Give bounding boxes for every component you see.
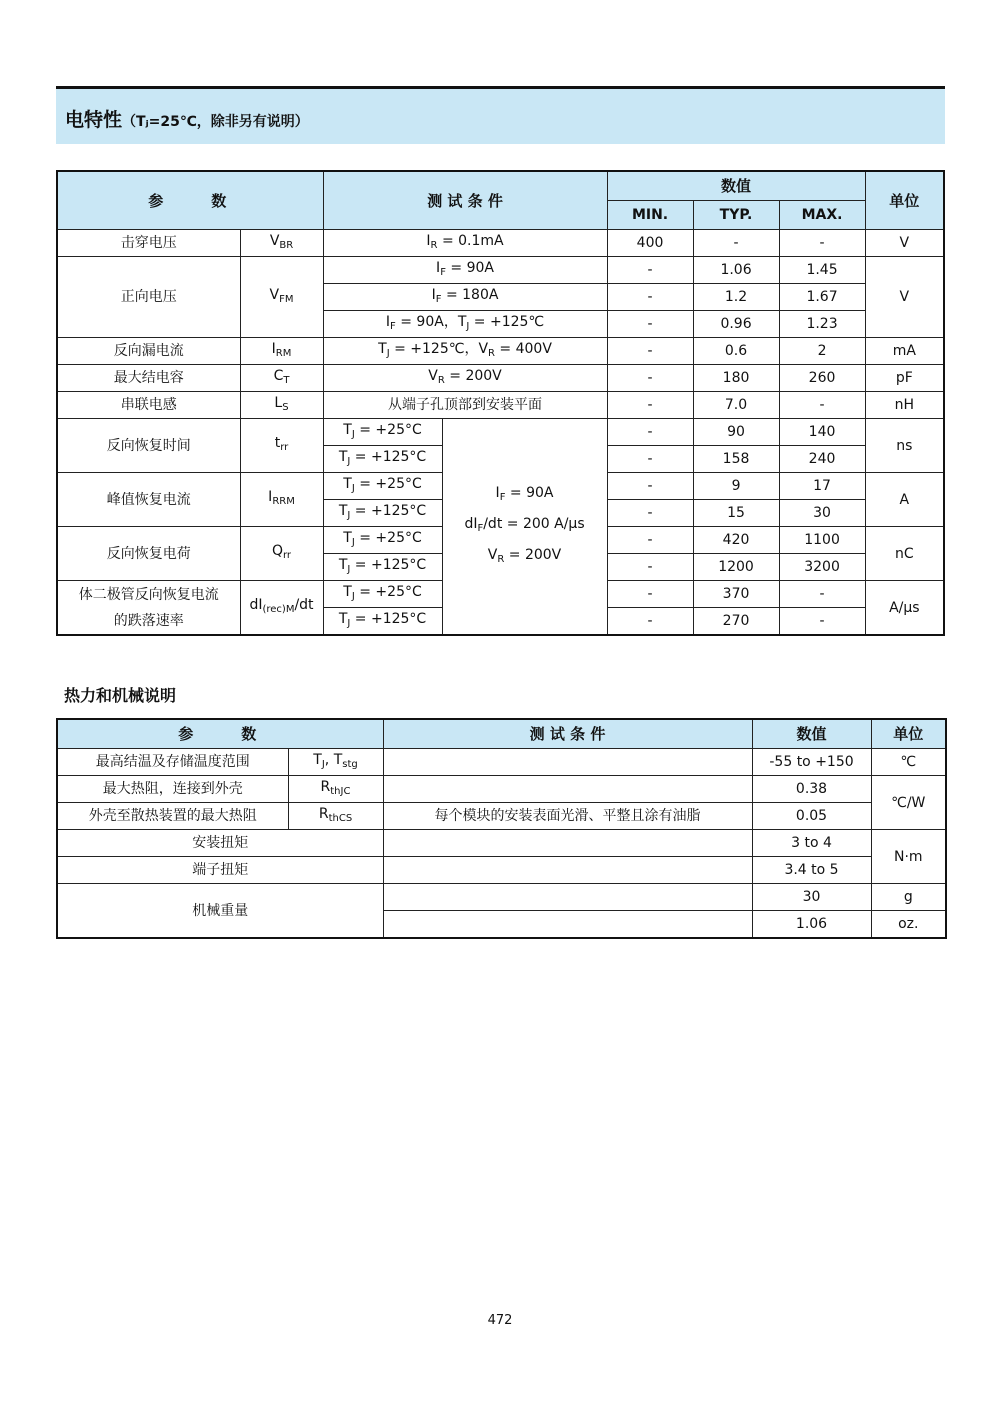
max-value: 3200 [779,554,865,581]
max-value: - [779,608,865,636]
value: 0.05 [752,803,871,830]
temperature-condition: $T_J = +25^\circ C$ [323,473,442,500]
unit-value: nC [865,527,944,581]
table-row [57,776,946,803]
test-condition [383,884,752,911]
unit-value: mA [865,338,944,365]
param-name: 最大热阻，连接到外壳 [57,776,288,803]
min-value: - [607,284,693,311]
min-value: - [607,473,693,500]
param-symbol: $R_{thJC}$ [288,776,383,803]
section-subtitle: （Tⱼ=25℃，除非另有说明） [122,114,309,130]
param-name: 体二极管反向恢复电流 的跌落速率 [57,581,240,636]
table-row [57,338,944,365]
temperature-condition: $T_J = +125^\circ C$ [323,500,442,527]
unit-value: oz. [871,911,946,939]
min-value: - [607,257,693,284]
min-value: - [607,581,693,608]
test-condition [383,749,752,776]
header-value: 数值 [607,171,865,201]
temperature-condition: $T_J = +125^\circ C$ [323,608,442,636]
temperature-condition: $T_J = +25^\circ C$ [323,581,442,608]
param-name: 端子扭矩 [57,857,383,884]
max-value: 1100 [779,527,865,554]
value: -55 to +150 [752,749,871,776]
test-condition [383,911,752,939]
unit-value: ℃ [871,749,946,776]
typ-value: 1200 [693,554,779,581]
param-name: 外壳至散热装置的最大热阻 [57,803,288,830]
table-row [57,830,946,857]
test-condition: $T_J$ = +125℃，$V_R = 400V$ [323,338,607,365]
table-row [57,365,944,392]
min-value: - [607,365,693,392]
param-name: 最高结温及存储温度范围 [57,749,288,776]
param-symbol: $L_S$ [240,392,323,419]
param-symbol: $I_{RM}$ [240,338,323,365]
min-value: - [607,446,693,473]
value: 30 [752,884,871,911]
header-typ: TYP. [693,201,779,230]
table-row [57,230,944,257]
unit-value: N·m [871,830,946,884]
common-test-condition: $I_F = 90A$ $dI_F/dt = 200$ A/μs $V_R = 200V$ [442,419,607,636]
min-value: - [607,311,693,338]
typ-value: 420 [693,527,779,554]
min-value: - [607,554,693,581]
unit-value: g [871,884,946,911]
max-value: 240 [779,446,865,473]
max-value: - [779,581,865,608]
param-symbol: $I_{RRM}$ [240,473,323,527]
unit-value: A [865,473,944,527]
section-banner [56,86,945,144]
param-symbol: $T_J$, $T_{stg}$ [288,749,383,776]
value: 0.38 [752,776,871,803]
typ-value: 158 [693,446,779,473]
unit-value: pF [865,365,944,392]
temperature-condition: $T_J = +25^\circ C$ [323,527,442,554]
header-param: 参 数 [57,171,323,230]
test-condition [383,830,752,857]
typ-value: 0.96 [693,311,779,338]
max-value: 2 [779,338,865,365]
min-value: - [607,392,693,419]
thermal-mechanical-table [56,718,947,939]
table-row [57,803,946,830]
max-value: 1.45 [779,257,865,284]
value: 1.06 [752,911,871,939]
header-value: 数值 [752,719,871,749]
param-name: 击穿电压 [57,230,240,257]
table-row [57,749,946,776]
param-name: 正向电压 [57,257,240,338]
param-name: 安装扭矩 [57,830,383,857]
typ-value: 90 [693,419,779,446]
param-name: 反向恢复电荷 [57,527,240,581]
typ-value: 7.0 [693,392,779,419]
max-value: 1.23 [779,311,865,338]
value: 3.4 to 5 [752,857,871,884]
min-value: - [607,419,693,446]
max-value: - [779,392,865,419]
unit-value: V [865,257,944,338]
section-title-thermal: 热力和机械说明 [64,686,177,705]
min-value: - [607,527,693,554]
header-test-conditions: 测 试 条 件 [383,719,752,749]
param-symbol: $dI_{(rec)M}/dt$ [240,581,323,636]
param-symbol: $V_{FM}$ [240,257,323,338]
value: 3 to 4 [752,830,871,857]
param-name: 串联电感 [57,392,240,419]
unit-value: nH [865,392,944,419]
max-value: 1.67 [779,284,865,311]
param-symbol: $t_{rr}$ [240,419,323,473]
test-condition: $I_F = 90A$ [323,257,607,284]
test-condition [383,776,752,803]
min-value: 400 [607,230,693,257]
max-value: 30 [779,500,865,527]
param-symbol: $R_{thCS}$ [288,803,383,830]
param-symbol: $V_{BR}$ [240,230,323,257]
typ-value: 9 [693,473,779,500]
typ-value: 270 [693,608,779,636]
temperature-condition: $T_J = +125^\circ C$ [323,446,442,473]
min-value: - [607,500,693,527]
min-value: - [607,608,693,636]
test-condition: $I_R = 0.1mA$ [323,230,607,257]
header-param: 参 数 [57,719,383,749]
min-value: - [607,338,693,365]
electrical-characteristics-table [56,170,945,636]
table-row [57,857,946,884]
table-row [57,884,946,911]
table-row [57,257,944,284]
test-condition: 每个模块的安装表面光滑、平整且涂有油脂 [383,803,752,830]
temperature-condition: $T_J = +125^\circ C$ [323,554,442,581]
header-unit: 单位 [871,719,946,749]
page-number: 472 [487,1313,513,1328]
table-row [57,392,944,419]
unit-value: V [865,230,944,257]
header-unit: 单位 [865,171,944,230]
test-condition: $I_F = 180A$ [323,284,607,311]
typ-value: 15 [693,500,779,527]
param-name: 反向漏电流 [57,338,240,365]
param-name: 峰值恢复电流 [57,473,240,527]
header-max: MAX. [779,201,865,230]
unit-value: A/μs [865,581,944,636]
max-value: 260 [779,365,865,392]
typ-value: 180 [693,365,779,392]
typ-value: 1.2 [693,284,779,311]
test-condition: 从端子孔顶部到安装平面 [323,392,607,419]
typ-value: - [693,230,779,257]
table-row [57,419,944,446]
param-symbol: $C_T$ [240,365,323,392]
test-condition: $V_R = 200V$ [323,365,607,392]
header-min: MIN. [607,201,693,230]
header-test-conditions: 测 试 条 件 [323,171,607,230]
unit-value: ns [865,419,944,473]
max-value: 17 [779,473,865,500]
test-condition [383,857,752,884]
typ-value: 0.6 [693,338,779,365]
param-symbol: $Q_{rr}$ [240,527,323,581]
test-condition: $I_F = 90A$，$T_J$ = +125℃ [323,311,607,338]
param-name: 最大结电容 [57,365,240,392]
temperature-condition: $T_J = +25^\circ C$ [323,419,442,446]
section-title: 电特性（Tⱼ=25℃，除非另有说明） [65,109,309,131]
max-value: 140 [779,419,865,446]
max-value: - [779,230,865,257]
unit-value: ℃/W [871,776,946,830]
param-name: 机械重量 [57,884,383,939]
typ-value: 1.06 [693,257,779,284]
param-name: 反向恢复时间 [57,419,240,473]
typ-value: 370 [693,581,779,608]
